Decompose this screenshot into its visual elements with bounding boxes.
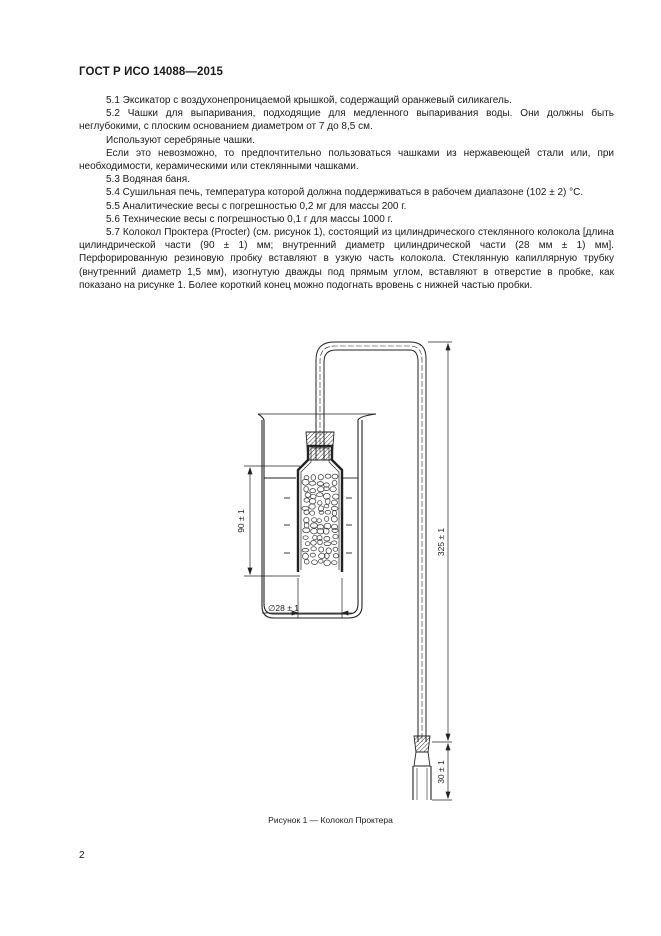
silica-gel-pebble (330, 487, 336, 492)
silica-gel-pebble (324, 516, 328, 521)
silica-gel-pebble (333, 554, 338, 558)
silica-gel-pebble (332, 474, 338, 479)
silica-gel-pebble (332, 541, 337, 545)
silica-gel-pebble (331, 516, 337, 522)
silica-gel-pebble (318, 539, 323, 544)
silica-gel-pebble (305, 493, 311, 498)
silica-gel-pebble (332, 480, 337, 485)
silica-gel-pebble (304, 498, 309, 502)
silica-gel-pebble (332, 529, 338, 533)
silica-gel-pebble (332, 511, 336, 516)
silica-gel-pebble (324, 504, 329, 508)
silica-gel-pebble (311, 523, 318, 528)
silica-gel-pebble (331, 500, 337, 505)
silica-gel-pebble (310, 511, 315, 515)
silica-gel-pebble (319, 559, 324, 563)
silica-gel-pebble (325, 474, 331, 478)
silica-gel-pebble (317, 482, 323, 486)
page-number: 2 (79, 850, 85, 861)
body-text (79, 94, 614, 292)
paragraph-silver-dishes: Используют серебряные чашки. (106, 134, 255, 146)
silica-gel-pebble (317, 519, 322, 523)
silica-gel-pebble (302, 553, 308, 559)
silica-gel-pebble (311, 475, 316, 481)
paragraph-5-6: 5.6 Технические весы с погрешностью 0,1 г для массы 1000 г. (106, 213, 393, 225)
paragraph-5-3: 5.3 Водяная баня. (106, 174, 190, 186)
paragraph-5-1: 5.1 Эксикатор с воздухонепроницаемой крышкой, содержащий оранжевый силикагель. (106, 95, 512, 106)
silica-gel-pebble (311, 540, 317, 545)
tube-end-connector (413, 736, 431, 800)
dimension-height-label: 90 ± 1 (236, 509, 246, 533)
silica-gel-pebble (309, 481, 316, 485)
silica-gel-pebble (312, 518, 317, 522)
silica-gel-pebble (324, 560, 331, 566)
paragraph-5-4: 5.4 Сушильная печь, температура которой должна поддерживаться в рабочем диапазоне (102 ± 2) °C. (106, 187, 584, 199)
silica-gel-pebble (333, 547, 338, 551)
paragraph-5-5: 5.5 Аналитические весы с погрешностью 0,2 мг для массы 200 г. (106, 200, 407, 212)
silica-gel-pebble (311, 547, 316, 551)
capillary-tube (316, 342, 426, 742)
silica-gel-pebble (318, 475, 323, 480)
silica-gel-pebble (309, 499, 315, 504)
silica-gel-pebble (310, 553, 315, 557)
silica-gel-pebble (313, 535, 317, 540)
paragraph-5-2: 5.2 Чашки для выпаривания, подходящие для медленного выпаривания воды. Они должны быть неглубокими, с плоским основанием диаметром от 7 до 8,5 см. (79, 108, 614, 133)
silica-gel-pebble (318, 501, 322, 505)
silica-gel-pebble (309, 504, 315, 509)
silica-gel-pebble (302, 548, 309, 552)
silica-gel-pebble (312, 560, 318, 565)
silica-gel-pebble (324, 542, 331, 546)
silica-gel-pebble (318, 487, 325, 492)
silica-gel-pebble (331, 507, 338, 511)
dimension-height (244, 466, 300, 576)
silica-gel-pebble (332, 561, 338, 565)
silica-gel-pebble (304, 559, 309, 564)
silica-gel-pebble (302, 479, 309, 485)
silica-gel-pebble (311, 494, 317, 499)
silica-gel-pebble (317, 493, 323, 497)
silica-gel-pebble (311, 529, 318, 534)
silica-gel-pebble (305, 542, 310, 546)
paragraph-alternative-dishes: Если это невозможно, то предпочтительно пользоваться чашками из нержавеющей стали или, при необходимости, керамическими или стеклянными чашками. (79, 147, 614, 173)
paragraph-5-7: 5.7 Колокол Проктера (Procter) (см. рисунок 1), состоящий из цилиндрического стеклянного колокола [длина цилиндрической части (90 ± 1) мм; внутренний диаметр цилиндрической части (28 мм ± 1) мм]. Перфорированную резиновую пробку вставляют в узкую часть колокола. Стеклянную капиллярную трубку (внутренний диаметр 1,5 мм), изогнутую дважды под прямым углом, вставляют в отверстие в пробке, как показано на рисунке 1. Более короткий конец можно подогнать вровень с нижней частью пробки. (79, 227, 614, 291)
figure-caption: Рисунок 1 — Колокол Проктера (268, 815, 393, 825)
silica-gel-pebble (325, 510, 331, 514)
dimension-diameter-label: ∅28 ± 1 (268, 603, 299, 613)
dimension-long-label: 325 ± 1 (436, 527, 446, 557)
silica-gel-pebble (310, 489, 316, 493)
silica-gel-pebble (304, 486, 309, 492)
silica-gel-pebble (333, 494, 339, 499)
silica-gel-pebble (324, 536, 330, 541)
procter-bell-figure (180, 330, 480, 810)
silica-gel-pebble (333, 534, 338, 539)
standard-header: ГОСТ Р ИСО 14088—2015 (79, 66, 224, 78)
silica-gel-pebble (319, 547, 324, 552)
dimension-short-label: 30 ± 1 (436, 760, 446, 784)
silica-gel-fill (302, 474, 339, 566)
silica-gel-pebble (303, 536, 308, 540)
